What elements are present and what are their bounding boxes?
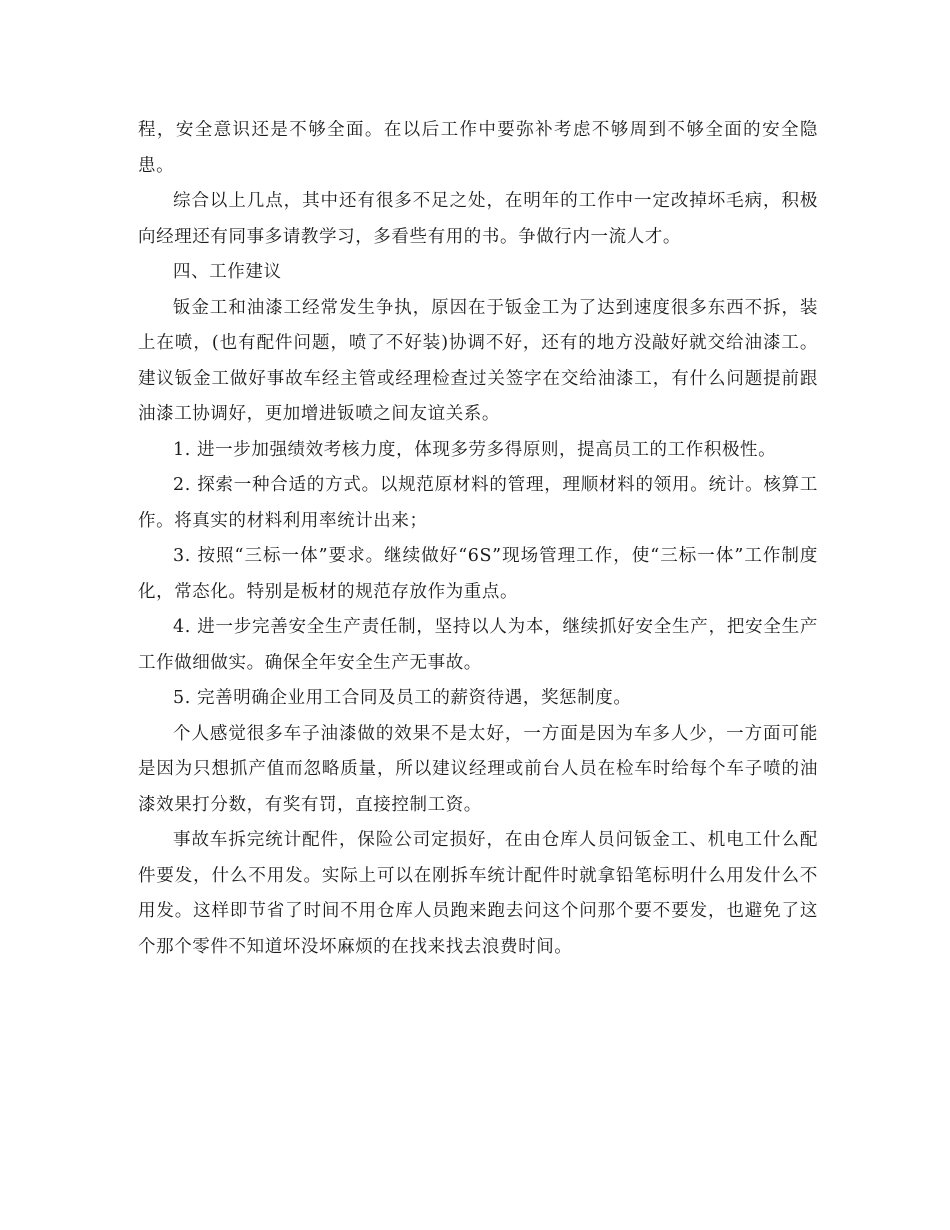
list-item-4: 4. 进一步完善安全生产责任制，坚持以人为本，继续抓好安全生产，把安全生产工作做细做实。确保全年安全生产无事故。 — [138, 617, 818, 673]
list-item-1: 1. 进一步加强绩效考核力度，体现多劳多得原则，提高员工的工作积极性。 — [173, 439, 777, 460]
paragraph-safety-awareness: 程，安全意识还是不够全面。在以后工作中要弥补考虑不够周到不够全面的安全隐患。 — [138, 120, 818, 176]
paragraph-summary: 综合以上几点，其中还有很多不足之处，在明年的工作中一定改掉坏毛病，积极向经理还有同事多请教学习，多看些有用的书。争做行内一流人才。 — [138, 191, 818, 247]
list-item-3: 3. 按照“三标一体”要求。继续做好“6S”现场管理工作，使“三标一体”工作制度化，常态化。特别是板材的规范存放作为重点。 — [138, 546, 818, 602]
paragraph-paint-quality: 个人感觉很多车子油漆做的效果不是太好，一方面是因为车多人少，一方面可能是因为只想抓产值而忽略质量，所以建议经理或前台人员在检车时给每个车子喷的油漆效果打分数，有奖有罚，直接控制工资。 — [138, 723, 818, 815]
paragraph-parts-dispatch: 事故车拆完统计配件，保险公司定损好，在由仓库人员问钣金工、机电工什么配件要发，什么不用发。实际上可以在刚拆车统计配件时就拿铅笔标明什么用发什么不用发。这样即节省了时间不用仓库人员跑来跑去问这个问那个要不要发，也避免了这个那个零件不知道坏没坏麻烦的在找来找去浪费时间。 — [138, 830, 818, 957]
list-item-5: 5. 完善明确企业用工合同及员工的薪资待遇，奖惩制度。 — [173, 688, 632, 708]
section-heading-work-suggestions: 四、工作建议 — [173, 262, 282, 282]
document-body — [138, 113, 818, 965]
list-item-2: 2. 探索一种合适的方式。以规范原材料的管理，理顺材料的领用。统计。核算工作。将真实的材料利用率统计出来； — [138, 475, 818, 531]
paragraph-sheet-metal-paint-dispute: 钣金工和油漆工经常发生争执，原因在于钣金工为了达到速度很多东西不拆，装上在喷，(也有配件问题，喷了不好装)协调不好，还有的地方没敲好就交给油漆工。建议钣金工做好事故车经主管或经理检查过关签字在交给油漆工，有什么问题提前跟油漆工协调好，更加增进钣喷之间友谊关系。 — [138, 297, 818, 424]
